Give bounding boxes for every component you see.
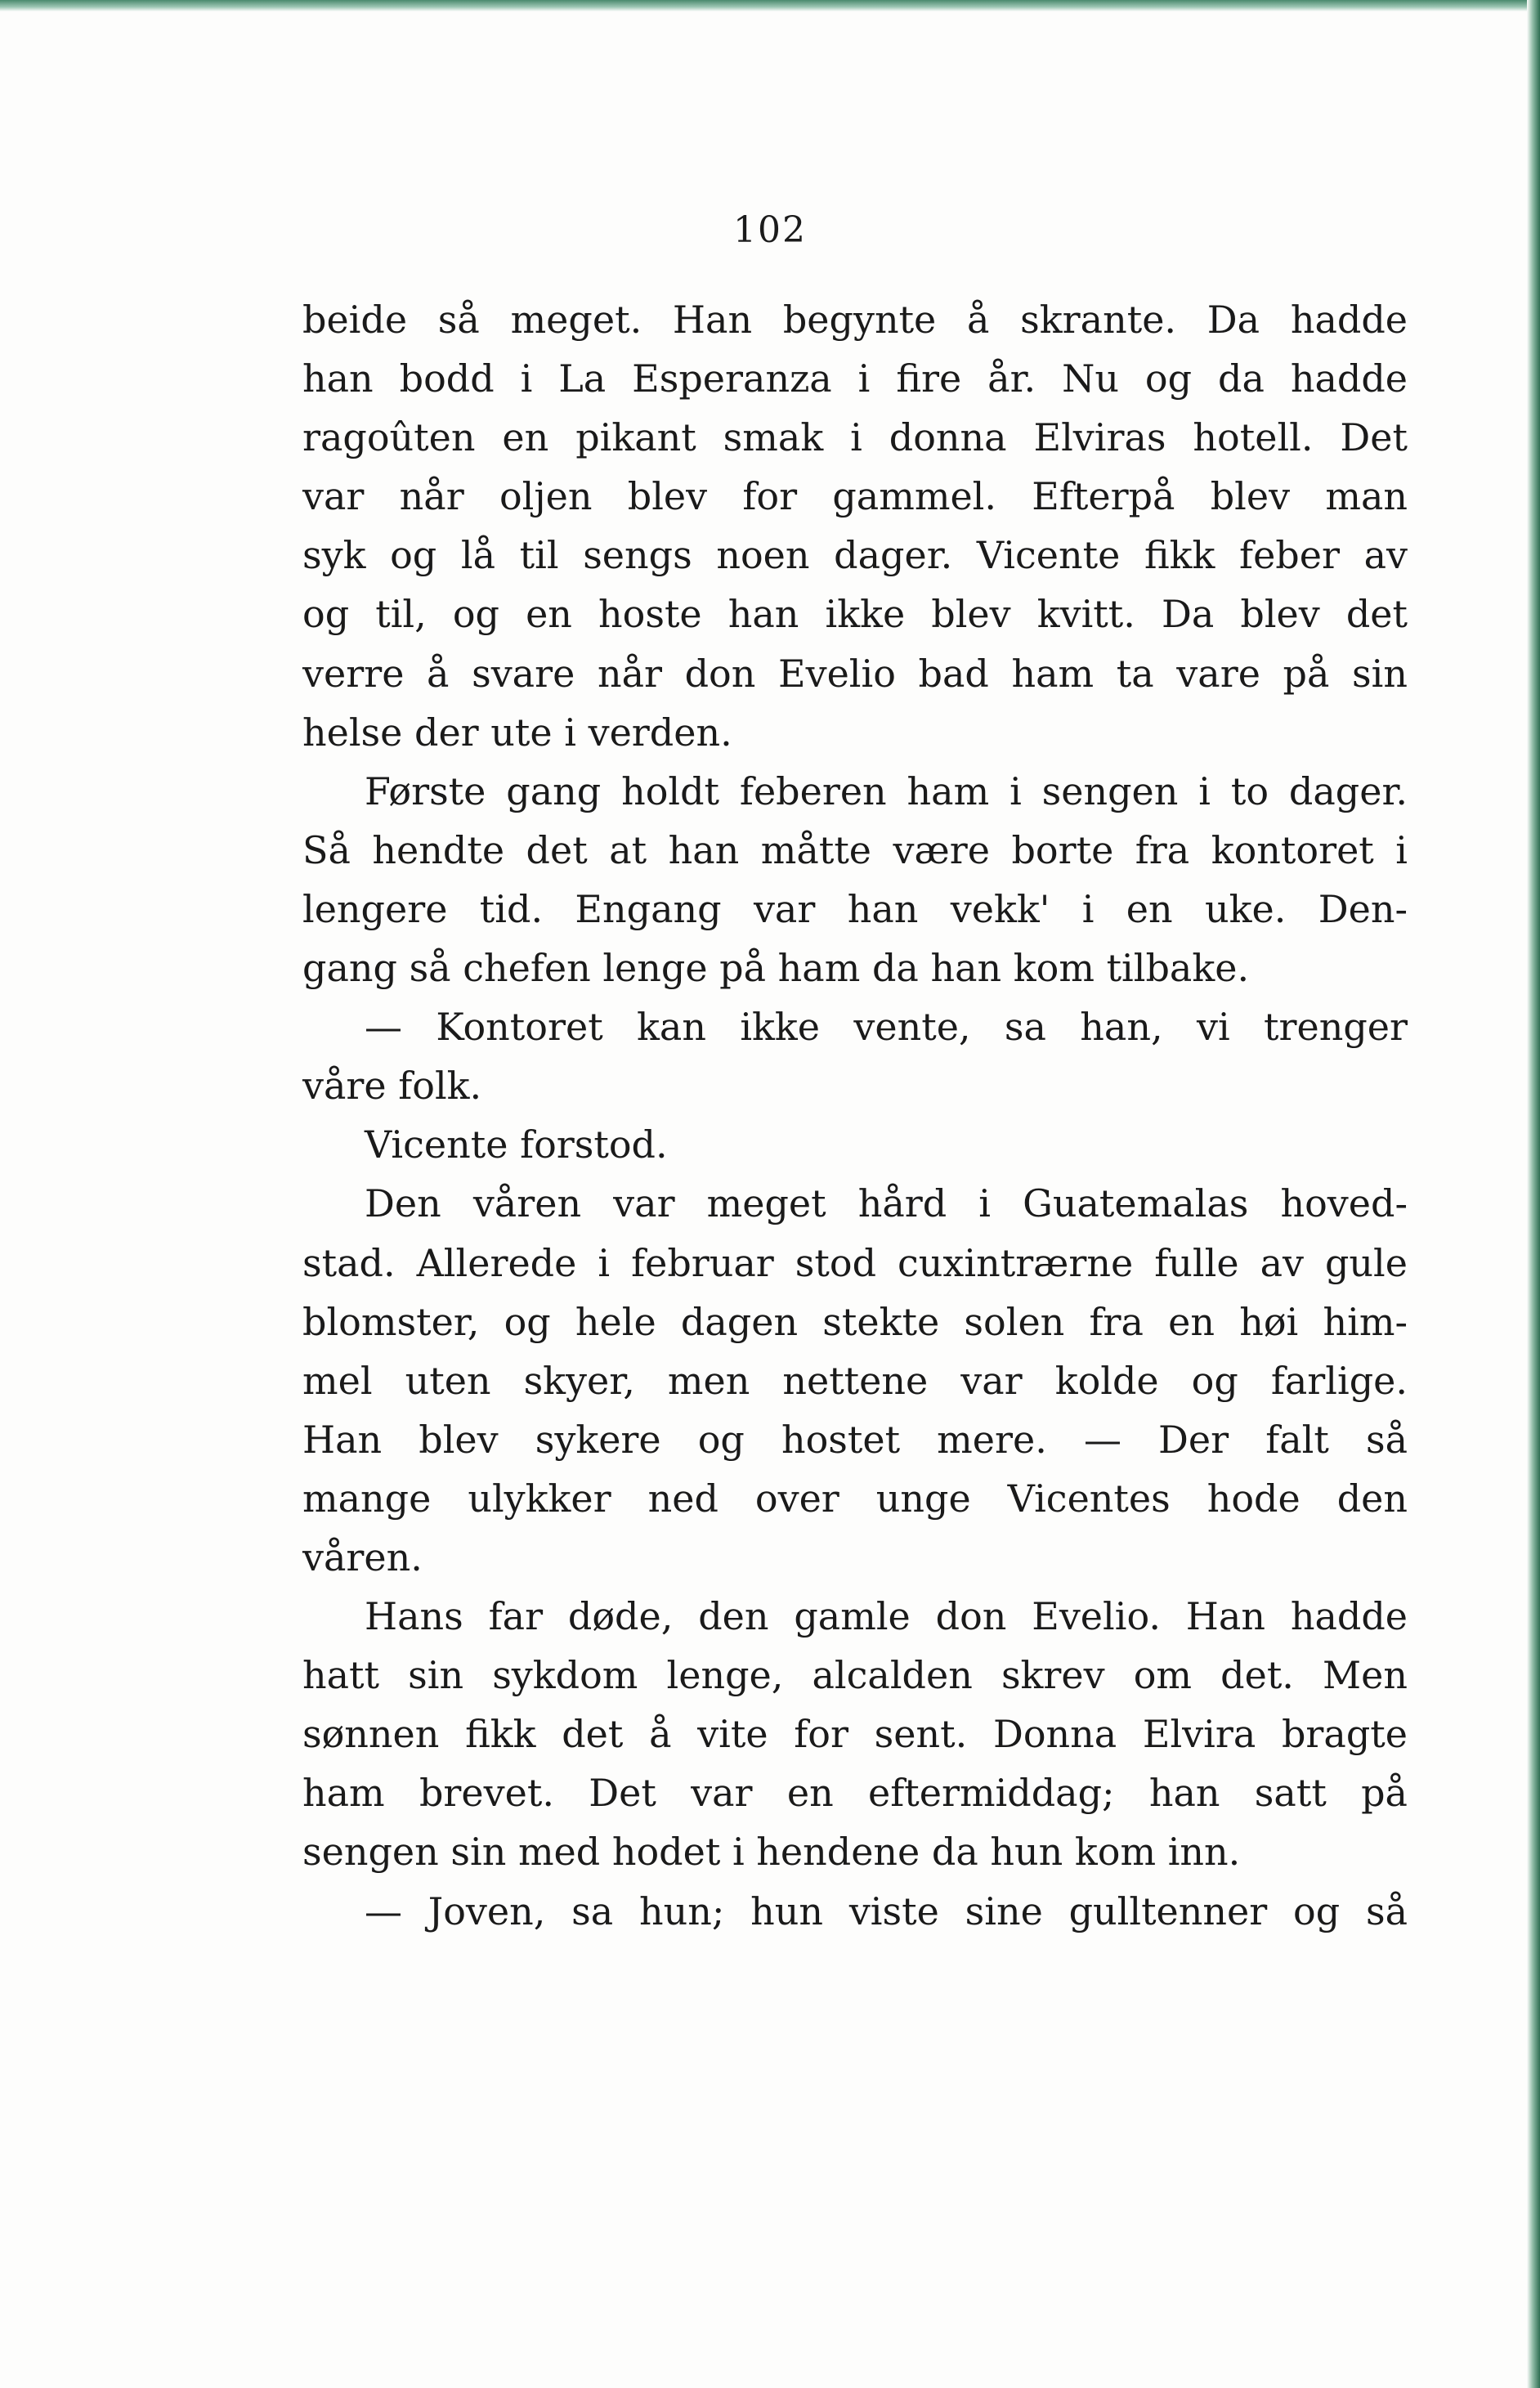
text-line: Vicente forstod. — [365, 1122, 668, 1167]
text-line: Han blev sykere og hostet mere. — Der falt så — [302, 1417, 1408, 1462]
text-line: stad. Allerede i februar stod cuxintrærne fulle av gule — [302, 1240, 1408, 1285]
text-line: mel uten skyer, men nettene var kolde og farlige. — [302, 1358, 1408, 1403]
text-line: verre å svare når don Evelio bad ham ta vare på sin — [302, 651, 1408, 696]
text-line: ragoûten en pikant smak i donna Elviras hotell. Det — [302, 415, 1408, 460]
text-line: — Kontoret kan ikke vente, sa han, vi trenger — [365, 1005, 1408, 1050]
text-line: syk og lå til sengs noen dager. Vicente fikk feber av — [302, 533, 1408, 578]
body-text — [302, 290, 1408, 1941]
text-line: han bodd i La Esperanza i fire år. Nu og da hadde — [302, 356, 1408, 401]
text-line: Den våren var meget hård i Guatemalas hoved- — [365, 1181, 1408, 1226]
text-line: våre folk. — [302, 1064, 482, 1109]
text-line: lengere tid. Engang var han vekk' i en uke. Den- — [302, 886, 1408, 931]
text-line: og til, og en hoste han ikke blev kvitt. Da blev det — [302, 592, 1408, 637]
text-line: hatt sin sykdom lenge, alcalden skrev om det. Men — [302, 1653, 1408, 1698]
text-line: Første gang holdt feberen ham i sengen i to dager. — [365, 768, 1408, 813]
page-number: 102 — [733, 209, 807, 251]
page-right-edge — [1527, 0, 1540, 2388]
text-line: sønnen fikk det å vite for sent. Donna Elvira bragte — [302, 1712, 1408, 1757]
text-line: beide så meget. Han begynte å skrante. Da hadde — [302, 298, 1408, 342]
text-line: — Joven, sa hun; hun viste sine gulltenner og så — [365, 1888, 1408, 1933]
text-line: blomster, og hele dagen stekte solen fra en høi him- — [302, 1299, 1408, 1344]
text-line: helse der ute i verden. — [302, 710, 732, 755]
text-line: våren. — [302, 1535, 423, 1579]
text-line: mange ulykker ned over unge Vicentes hode den — [302, 1476, 1408, 1521]
text-line: gang så chefen lenge på ham da han kom tilbake. — [302, 946, 1250, 991]
text-line: ham brevet. Det var en eftermiddag; han satt på — [302, 1771, 1408, 1816]
text-line: Hans far døde, den gamle don Evelio. Han hadde — [365, 1594, 1408, 1639]
text-line: var når oljen blev for gammel. Efterpå blev man — [302, 474, 1408, 519]
page-top-edge — [0, 0, 1540, 11]
text-line: sengen sin med hodet i hendene da hun kom inn. — [302, 1830, 1241, 1875]
text-line: Så hendte det at han måtte være borte fra kontoret i — [302, 827, 1408, 872]
